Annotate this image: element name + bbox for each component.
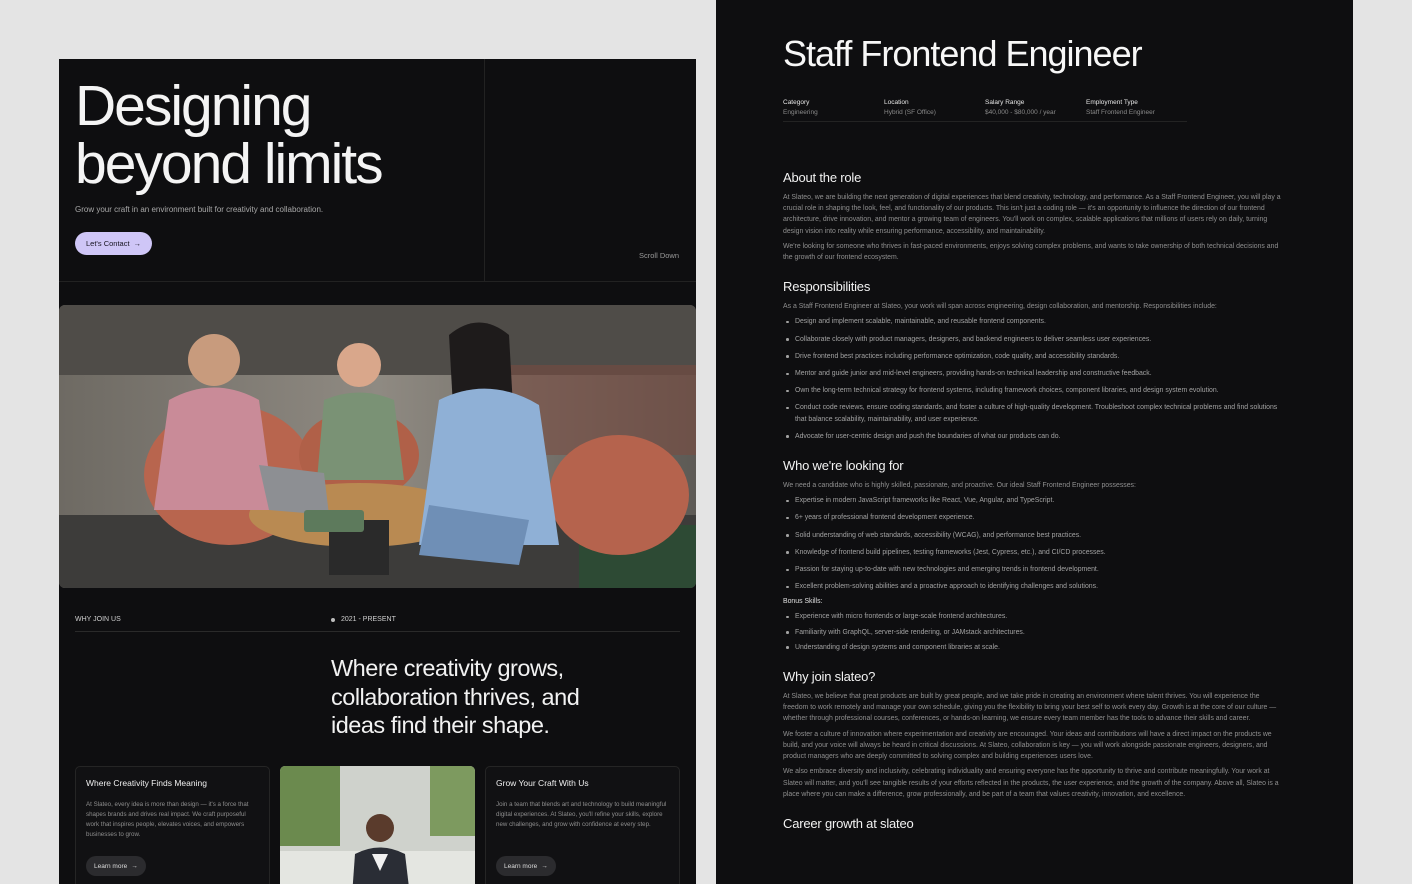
learn-more-button[interactable] bbox=[496, 856, 556, 876]
about-section bbox=[783, 170, 1283, 263]
meta-location bbox=[884, 99, 985, 116]
job-title: Staff Frontend Engineer bbox=[783, 33, 1142, 74]
card-title: Grow Your Craft With Us bbox=[496, 778, 589, 788]
responsibilities-section bbox=[783, 279, 1283, 442]
meta-salary bbox=[985, 99, 1086, 116]
list-item: Solid understanding of web standards, accessibility (WCAG), and performance best practices. bbox=[783, 530, 1283, 541]
list-item: Expertise in modern JavaScript frameworks like React, Vue, Angular, and TypeScript. bbox=[783, 495, 1283, 506]
scroll-down-link[interactable]: Scroll Down bbox=[639, 251, 680, 260]
list-item: Knowledge of frontend build pipelines, testing frameworks (Jest, Cypress, etc.), and CI/CD processes. bbox=[783, 547, 1283, 558]
section-heading: Career growth at slateo bbox=[783, 815, 914, 831]
meta-label: Category bbox=[783, 99, 810, 106]
creativity-card bbox=[75, 766, 270, 884]
learn-more-label: Learn more bbox=[504, 862, 538, 870]
arrow-right-icon: → bbox=[131, 862, 138, 870]
career-growth-section bbox=[783, 816, 1283, 831]
meta-value: $40,000 - $80,000 / year bbox=[985, 109, 1056, 116]
card-title: Where Creativity Finds Meaning bbox=[86, 778, 207, 788]
arrow-right-icon: → bbox=[133, 239, 142, 248]
learn-more-label: Learn more bbox=[94, 862, 128, 870]
why-join-row bbox=[75, 616, 680, 632]
list-item: Design and implement scalable, maintainable, and reusable frontend components. bbox=[783, 316, 1283, 327]
why-join-label: WHY JOIN US bbox=[75, 616, 121, 623]
list-item: Passion for staying up-to-date with new technologies and emerging trends in frontend development. bbox=[783, 564, 1283, 575]
meta-category bbox=[783, 99, 884, 116]
card-body: At Slateo, every idea is more than design — it's a force that shapes brands and drives real impact. We craft purposeful work that inspires people, elevates voices, and empowers businesses to grow. bbox=[86, 801, 249, 838]
meta-label: Employment Type bbox=[1086, 99, 1138, 106]
responsibilities-list bbox=[783, 316, 1283, 442]
meta-value: Hybrid (SF Office) bbox=[884, 109, 936, 116]
meta-value: Staff Frontend Engineer bbox=[1086, 109, 1155, 116]
paragraph: We foster a culture of innovation where experimentation and creativity are encouraged. Your ideas and contributions will have a direct impact on the products we build, and your voice will always be heard in critical discussions. At Slateo, collaboration is key — you will work alongside passionate engineers, designers, and product managers who are deeply committed to solving complex and building experiences users love. bbox=[783, 730, 1272, 761]
meta-value: Engineering bbox=[783, 109, 818, 116]
period-badge bbox=[331, 616, 396, 623]
period-text: 2021 - PRESENT bbox=[341, 616, 396, 623]
hero-title bbox=[75, 74, 382, 196]
team-meeting-photo bbox=[59, 305, 696, 588]
paragraph: We're looking for someone who thrives in fast-paced environments, enjoys solving complex problems, and wants to take ownership of both technical decisions and the growth of our frontend ecosystem. bbox=[783, 242, 1279, 262]
bonus-skills-list bbox=[783, 611, 1283, 653]
why-join-section bbox=[783, 669, 1283, 800]
colleague-photo bbox=[280, 766, 475, 884]
section-heading: Who we're looking for bbox=[783, 458, 904, 474]
list-item: Conduct code reviews, ensure coding standards, and foster a culture of high-quality development. Troubleshoot complex technical problems and find solutions that balance scalability, maintainability, and user experience. bbox=[783, 402, 1283, 424]
hero-subtitle: Grow your craft in an environment built for creativity and collaboration. bbox=[75, 205, 324, 214]
paragraph: At Slateo, we believe that great products are built by great people, and we take pride in creating an environment where talent thrives. You will experience the freedom to work remotely and manage your own schedule, giving you the flexibility to bring your best self to work every day. Growth is at the core of our culture — whether through professional courses, conferences, or hands-on learning, we ensure every team member has the tools to advance their skills and career. bbox=[783, 693, 1277, 723]
card-body: Join a team that blends art and technology to build meaningful digital experiences. At Slateo, you'll refine your skills, explore new challenges, and grow with confidence at every step. bbox=[496, 801, 667, 828]
hero-title-line-1: Designing bbox=[75, 74, 311, 138]
list-item: Advocate for user-centric design and push the boundaries of what our products can do. bbox=[783, 431, 1283, 442]
list-item: Collaborate closely with product managers, designers, and backend engineers to deliver seamless user experiences. bbox=[783, 334, 1283, 345]
section-heading: About the role bbox=[783, 170, 862, 185]
learn-more-button[interactable] bbox=[86, 856, 146, 876]
list-item: Understanding of design systems and component libraries at scale. bbox=[783, 642, 1283, 653]
hero-title-line-2: beyond limits bbox=[75, 132, 382, 196]
meta-label: Salary Range bbox=[985, 99, 1025, 106]
requirements-list bbox=[783, 495, 1283, 592]
bonus-skills-label: Bonus Skills: bbox=[783, 598, 823, 606]
landing-page-panel bbox=[59, 59, 696, 884]
bullet-dot-icon bbox=[331, 618, 335, 622]
paragraph: We need a candidate who is highly skilled, passionate, and proactive. Our ideal Staff Frontend Engineer possesses: bbox=[783, 482, 1136, 490]
arrow-right-icon: → bbox=[541, 862, 548, 870]
paragraph: We also embrace diversity and inclusivity, celebrating individuality and ensuring everyone has the opportunity to thrive and contribute meaningfully. Your work at Slateo will matter, and you'll see tangible results of your efforts reflected in the products, the user experience, and the growth of the company. Above all, Slateo is a place where you can make a difference, grow professionally, and be part of a team that values creativity, innovation, and excellence. bbox=[783, 768, 1279, 798]
list-item: Drive frontend best practices including performance optimization, code quality, and accessibility standards. bbox=[783, 351, 1283, 362]
list-item: Excellent problem-solving abilities and a proactive approach to identifying challenges and solutions. bbox=[783, 581, 1283, 592]
hero-section bbox=[59, 59, 696, 282]
meta-label: Location bbox=[884, 99, 909, 106]
section-heading: Why join slateo? bbox=[783, 669, 876, 685]
list-item: Familiarity with GraphQL, server-side rendering, or JAMstack architectures. bbox=[783, 627, 1283, 638]
grow-craft-card bbox=[485, 766, 680, 884]
job-detail-panel bbox=[716, 0, 1353, 884]
lets-contact-button[interactable] bbox=[75, 232, 152, 255]
list-item: Experience with micro frontends or large-scale frontend architectures. bbox=[783, 611, 1283, 622]
mission-statement: Where creativity grows, collaboration thrives, and ideas find their shape. bbox=[331, 655, 580, 738]
looking-for-section bbox=[783, 458, 1283, 653]
job-meta bbox=[783, 99, 1187, 122]
list-item: Own the long-term technical strategy for frontend systems, including framework choices, component libraries, and design system evolution. bbox=[783, 385, 1283, 396]
paragraph: At Slateo, we are building the next generation of digital experiences that blend creativity, technology, and performance. As a Staff Frontend Engineer, you will play a crucial role in shaping the look, feel, and functionality of our products. This isn't just a coding role — it's an opportunity to influence the direction of our frontend architecture, drive innovation, and mentor a growing team of engineers. You'll work on complex, scalable applications that millions of users rely on daily, turning design vision into reality while ensuring performance, accessibility, and maintainability. bbox=[783, 194, 1281, 235]
list-item: 6+ years of professional frontend development experience. bbox=[783, 512, 1283, 523]
list-item: Mentor and guide junior and mid-level engineers, providing hands-on technical leadership and constructive feedback. bbox=[783, 368, 1283, 379]
paragraph: As a Staff Frontend Engineer at Slateo, your work will span across engineering, design collaboration, and mentorship. Responsibilities include: bbox=[783, 303, 1217, 311]
job-description bbox=[783, 170, 1283, 847]
hero-divider bbox=[484, 59, 485, 282]
meta-employment-type bbox=[1086, 99, 1187, 116]
section-heading: Responsibilities bbox=[783, 279, 871, 295]
cta-label: Let's Contact bbox=[86, 239, 130, 248]
